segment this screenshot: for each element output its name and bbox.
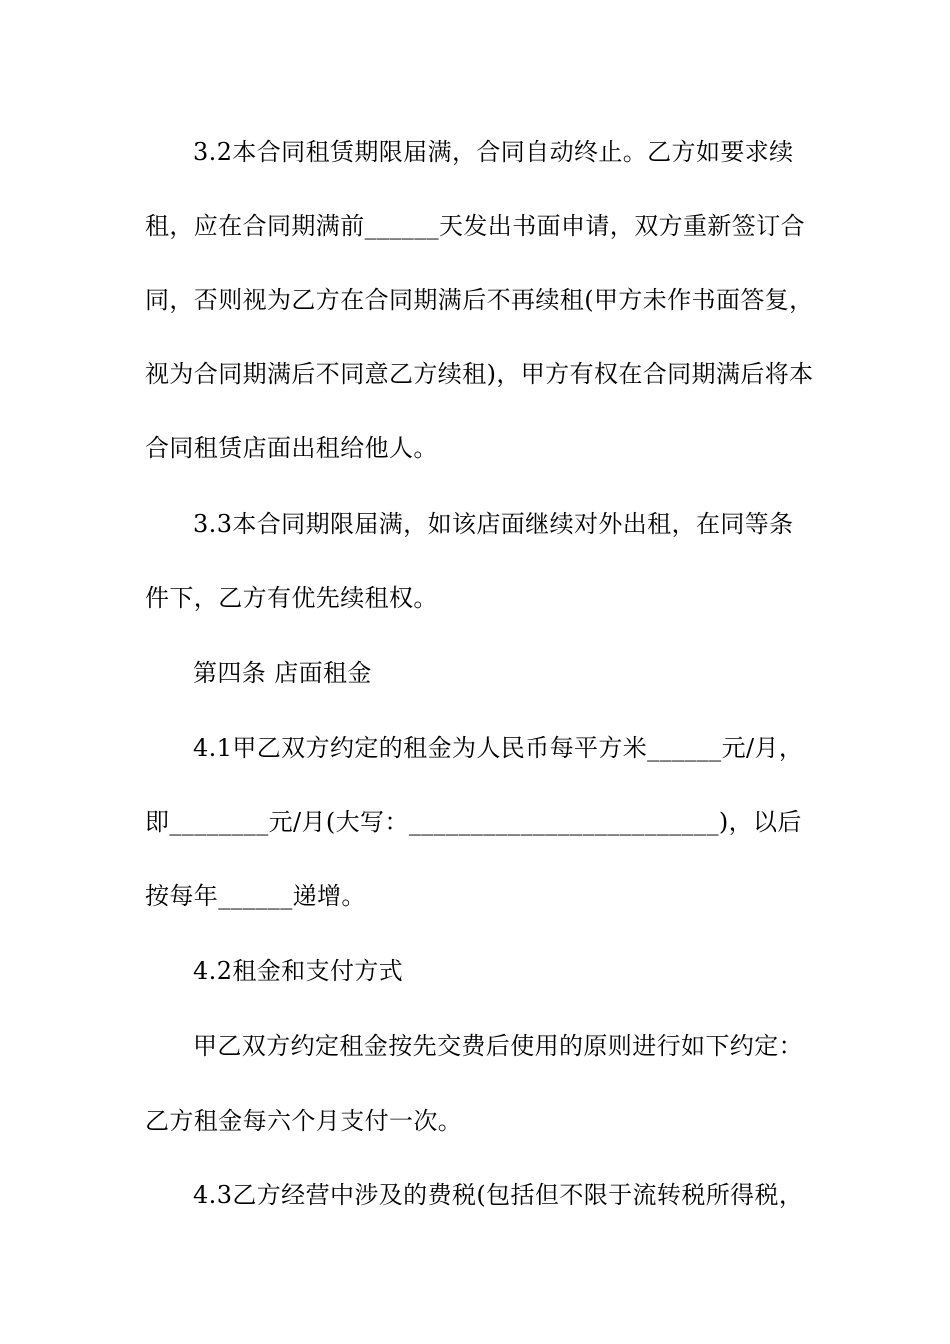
clause-3-2-line-2: 租，应在合同期满前______天发出书面申请，双方重新签订合 bbox=[145, 212, 805, 240]
clause-3-3-line-1: 3.3本合同期限届满，如该店面继续对外出租，在同等条 bbox=[193, 510, 794, 538]
clause-3-2-line-4: 视为合同期满后不同意乙方续租)，甲方有权在合同期满后将本 bbox=[145, 360, 814, 388]
clause-4-2-line-2: 乙方租金每六个月支付一次。 bbox=[145, 1107, 463, 1135]
clause-3-2-line-1: 3.2本合同租赁期限届满，合同自动终止。乙方如要求续 bbox=[193, 138, 794, 166]
clause-4-3-line-1: 4.3乙方经营中涉及的费税(包括但不限于流转税所得税， bbox=[193, 1181, 804, 1209]
clause-3-2-line-5: 合同租赁店面出租给他人。 bbox=[145, 434, 438, 462]
clause-4-1-line-3: 按每年______递增。 bbox=[145, 882, 366, 910]
clause-3-3-line-2: 件下，乙方有优先续租权。 bbox=[145, 584, 438, 612]
clause-4-1-line-2: 即________元/月(大写：_________________________)，以后 bbox=[145, 808, 802, 836]
article-4-heading: 第四条 店面租金 bbox=[193, 659, 372, 687]
clause-4-1-line-1: 4.1甲乙双方约定的租金为人民币每平方米______元/月， bbox=[193, 734, 804, 762]
clause-4-2-line-1: 甲乙双方约定租金按先交费后使用的原则进行如下约定： bbox=[193, 1032, 803, 1060]
clause-3-2-line-3: 同，否则视为乙方在合同期满后不再续租(甲方未作书面答复， bbox=[145, 286, 814, 314]
clause-4-2-heading: 4.2租金和支付方式 bbox=[193, 957, 404, 985]
